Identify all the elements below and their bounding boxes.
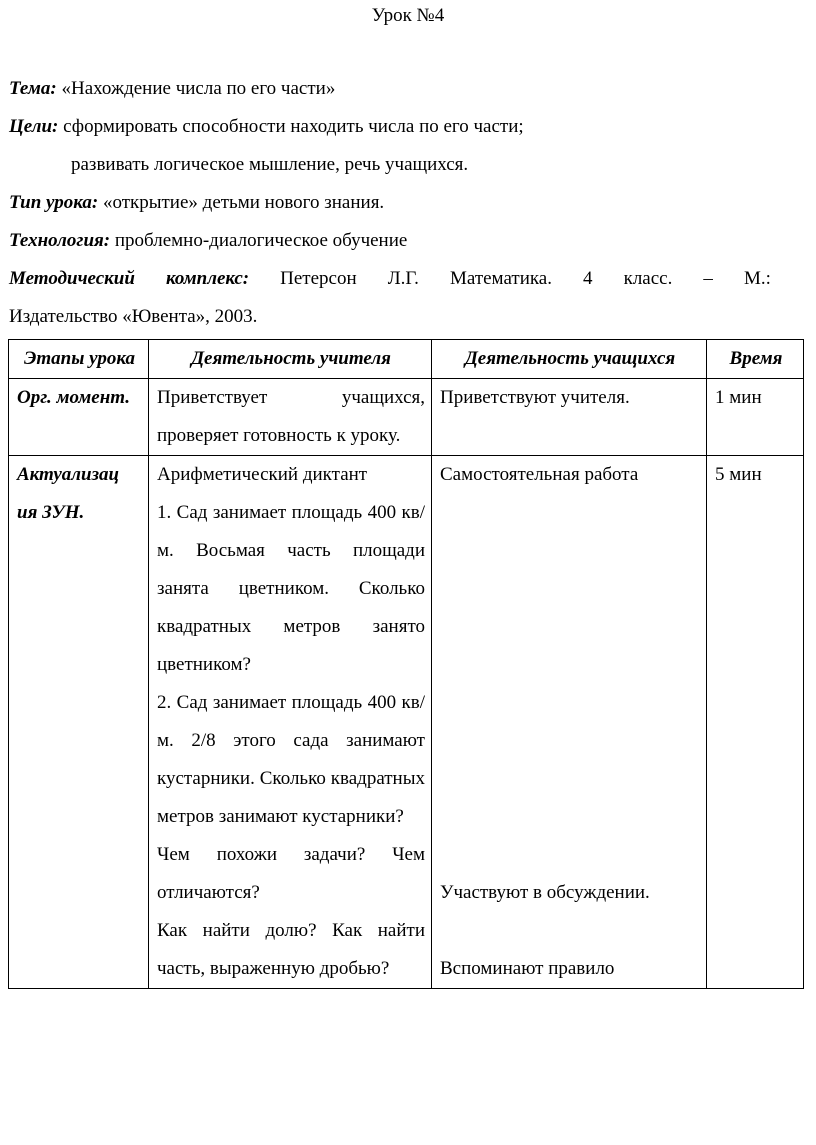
question-2: Как найти долю? Как найти часть, выраженную дробью? [157, 920, 425, 979]
lesson-meta [9, 70, 809, 336]
time-cell: 1 мин [707, 379, 804, 456]
table-header-row [9, 340, 804, 379]
lesson-plan-table [8, 339, 804, 989]
complex-word: 4 [583, 268, 593, 289]
complex-word: Л.Г. [387, 268, 419, 289]
goals-line [9, 108, 809, 146]
complex-word: – [703, 268, 713, 289]
goals-value-1: сформировать способности находить числа по его части; [63, 116, 524, 137]
students-cell: Приветствуют учителя. [432, 379, 707, 456]
complex-label-1: Методический [9, 268, 135, 289]
question-1: Чем похожи задачи? Чем отличаются? [157, 844, 425, 903]
technology-label: Технология: [9, 230, 111, 251]
dictation-title: Арифметический диктант [157, 464, 368, 485]
students-text-1: Самостоятельная работа [440, 464, 639, 485]
header-students: Деятельность учащихся [432, 340, 707, 379]
complex-word: М.: [743, 268, 771, 289]
complex-word: Петерсон [280, 268, 357, 289]
stage-text-2: ия ЗУН. [17, 502, 85, 523]
header-time: Время [707, 340, 804, 379]
teacher-cell: Приветствует учащихся, проверяет готовность к уроку. [149, 379, 432, 456]
complex-label-2: комплекс: [165, 268, 250, 289]
header-teacher: Деятельность учителя [149, 340, 432, 379]
topic-label: Тема: [9, 78, 57, 99]
stage-cell [9, 456, 149, 989]
table-row [9, 379, 804, 456]
goals-label: Цели: [9, 116, 59, 137]
stage-text-1: Актуализац [17, 464, 120, 485]
spacer [440, 494, 700, 874]
lesson-type-line [9, 184, 809, 222]
students-text-2: Участвуют в обсуждении. [440, 882, 650, 903]
time-cell: 5 мин [707, 456, 804, 989]
teacher-cell [149, 456, 432, 989]
lesson-title: Урок №4 [371, 5, 445, 26]
publisher: Издательство «Ювента», 2003. [9, 306, 258, 327]
task-1: 1. Сад занимает площадь 400 кв/м. Восьмая часть площади занята цветником. Сколько квадратных метров занято цветником? [157, 502, 425, 675]
topic-line [9, 70, 809, 108]
goals-line-2 [9, 146, 809, 184]
spacer [440, 912, 700, 950]
stage-cell: Орг. момент. [9, 379, 149, 456]
lesson-type-value: «открытие» детьми нового знания. [102, 192, 385, 213]
complex-word: Математика. [449, 268, 552, 289]
technology-value: проблемно-диалогическое обучение [114, 230, 408, 251]
complex-line [9, 260, 771, 298]
lesson-type-label: Тип урока: [9, 192, 99, 213]
technology-line [9, 222, 809, 260]
students-text-3: Вспоминают правило [440, 958, 615, 979]
complex-line-2 [9, 298, 809, 336]
students-cell [432, 456, 707, 989]
header-stage: Этапы урока [9, 340, 149, 379]
task-2: 2. Сад занимает площадь 400 кв/м. 2/8 этого сада занимают кустарники. Сколько квадратных метров занимают кустарники? [157, 692, 425, 827]
goals-value-2: развивать логическое мышление, речь учащихся. [71, 154, 469, 175]
topic-value: «Нахождение числа по его части» [61, 78, 336, 99]
complex-word: класс. [623, 268, 673, 289]
table-row [9, 456, 804, 989]
